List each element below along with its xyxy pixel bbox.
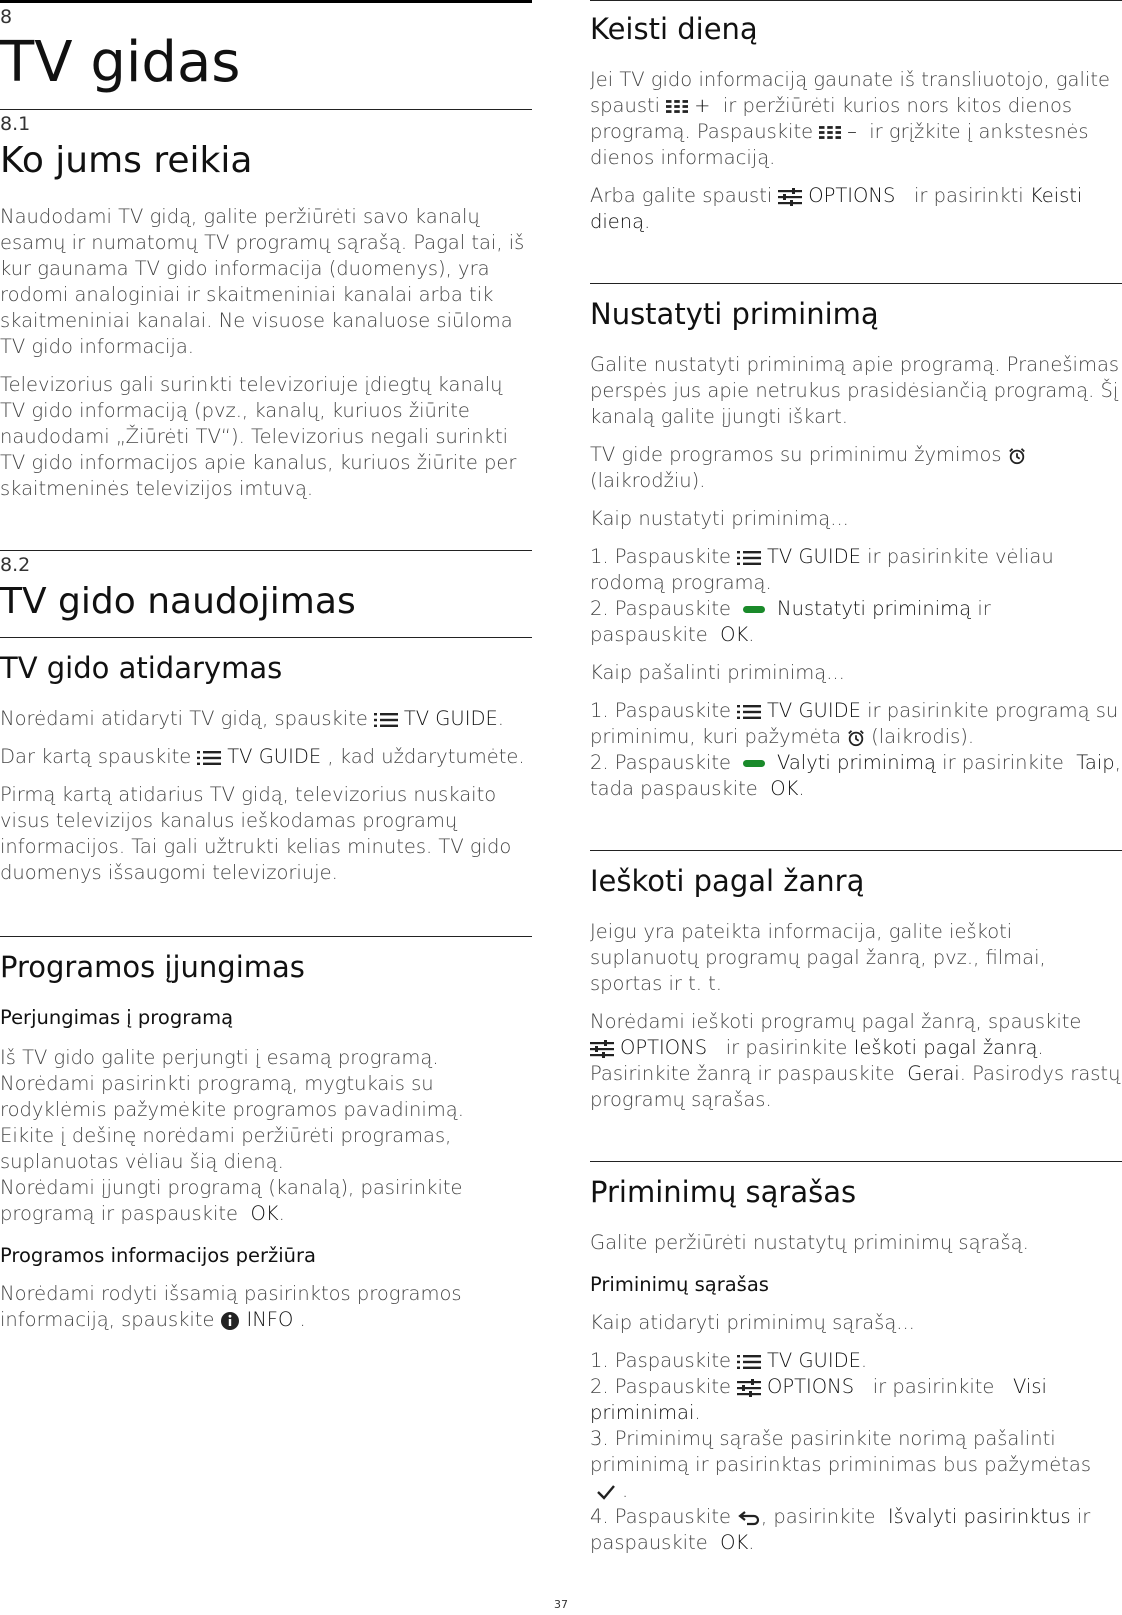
- paragraph: [0, 1045, 532, 1227]
- ui-label: Ieškoti pagal žanrą: [853, 1036, 1038, 1059]
- alarm-clock-icon: [847, 729, 865, 747]
- text: .: [1037, 1036, 1044, 1059]
- text: ir pasirinkite vėliau rodomą programą.: [590, 545, 1054, 594]
- text: 1. Paspauskite: [590, 545, 731, 568]
- paragraph: Galite nustatyti priminimą apie programą. Pranešimas perspės jus apie netrukus prasidėsiančią programą. Šį kanalą galite įjungti iškart.: [590, 353, 1120, 428]
- text: 2. Paspauskite: [590, 751, 731, 774]
- tv-guide-icon: [737, 704, 761, 720]
- subsection-title-genre: Ieškoti pagal žanrą: [590, 864, 865, 898]
- key-label: OK: [770, 777, 799, 800]
- page-number: 37: [554, 1598, 568, 1611]
- key-label: TV GUIDE: [227, 745, 322, 768]
- key-label: TV GUIDE: [767, 545, 861, 568]
- text: .: [278, 1202, 285, 1225]
- text: ir paspauskite: [590, 597, 991, 646]
- text: ir pasirinkite: [942, 751, 1064, 774]
- subsection-rule: [590, 1161, 1122, 1162]
- text: 3. Priminimų sąraše pasirinkite norimą pašalinti priminimą ir pasirinktas priminimas bus pažymėtas: [590, 1427, 1091, 1476]
- key-label: OK: [720, 1531, 749, 1554]
- key-label: –: [847, 120, 857, 143]
- paragraph: [0, 744, 532, 770]
- green-key-icon: [743, 760, 765, 767]
- subsection-rule: [590, 850, 1122, 851]
- key-label: OPTIONS: [808, 184, 896, 207]
- options-icon: [737, 1379, 761, 1397]
- chapter-number: 8: [0, 6, 13, 28]
- tv-guide-icon: [737, 550, 761, 566]
- section-title-8-2: TV gido naudojimas: [0, 581, 356, 622]
- text: Norėdami rodyti išsamią pasirinktos programos informaciją, spauskite: [0, 1282, 462, 1331]
- text: .: [694, 1401, 701, 1424]
- paragraph: Televizorius gali surinkti televizoriuje įdiegtų kanalų TV gido informaciją (pvz., kanalų, kuriuos žiūrite naudodami „Žiūrėti TV“). Televizorius negali surinkti TV gido informacijos apie kanalus, kuriuos žiūrite per skaitmeninės televizijos imtuvą.: [0, 373, 517, 500]
- section-rule: [0, 109, 532, 110]
- paragraph: [590, 1348, 1122, 1556]
- text: , tada paspauskite: [590, 751, 1121, 800]
- key-label: OPTIONS: [620, 1036, 708, 1059]
- ui-label: Valyti priminimą: [777, 751, 936, 774]
- paragraph: [0, 706, 532, 732]
- key-label: OK: [720, 623, 749, 646]
- text: ir pasirinkite: [872, 1375, 995, 1398]
- key-label: OPTIONS: [767, 1375, 855, 1398]
- subsection-rule: [590, 283, 1122, 284]
- key-label: TV GUIDE: [767, 699, 861, 722]
- subsection-rule: [590, 0, 1122, 1]
- paragraph: [590, 1009, 1122, 1113]
- key-label: INFO: [246, 1308, 294, 1331]
- subsection-title-reminder: Nustatyti priminimą: [590, 297, 879, 331]
- minor-heading: Programos informacijos peržiūra: [0, 1244, 316, 1267]
- subsection-title-open: TV gido atidarymas: [0, 651, 283, 685]
- subsection-title-switch: Programos įjungimas: [0, 950, 305, 984]
- minor-heading: Perjungimas į programą: [0, 1006, 234, 1029]
- ui-label: Taip: [1076, 751, 1115, 774]
- text: TV gide programos su priminimu žymimos: [590, 443, 1002, 466]
- text: Norėdami atidaryti TV gidą, spauskite: [0, 707, 368, 730]
- grid-icon: [666, 99, 688, 114]
- ui-label: Keisti dieną: [590, 184, 1083, 233]
- section-number-8-2: 8.2: [0, 554, 31, 576]
- key-label: +: [694, 94, 711, 117]
- text: .: [497, 707, 504, 730]
- subsection-rule: [0, 637, 532, 638]
- text: 4. Paspauskite: [590, 1505, 731, 1528]
- text: Iš TV gido galite perjungti į esamą programą.: [0, 1046, 439, 1069]
- key-label: OK: [250, 1202, 279, 1225]
- grid-icon: [819, 125, 841, 140]
- paragraph: Pirmą kartą atidarius TV gidą, televizorius nuskaito visus televizijos kanalus ieškodamas programų informacijos. Tai gali užtrukti kelias minutes. TV gido duomenys išsaugomi televizoriuje.: [0, 783, 512, 884]
- chapter-title: TV gidas: [0, 30, 241, 95]
- paragraph: Galite peržiūrėti nustatytų priminimų sąrašą.: [590, 1231, 1029, 1254]
- text: (laikrodis).: [871, 725, 975, 748]
- minor-heading: Priminimų sąrašas: [590, 1273, 769, 1296]
- text: Arba galite spausti: [590, 184, 773, 207]
- ui-label: Nustatyti priminimą: [777, 597, 972, 620]
- chapter-rule: [0, 0, 532, 3]
- green-key-icon: [743, 606, 765, 613]
- text: .: [748, 623, 755, 646]
- paragraph: Jeigu yra pateikta informacija, galite ieškoti suplanuotų programų pagal žanrą, pvz., filmai, sportas ir t. t.: [590, 920, 1046, 995]
- paragraph: [590, 544, 1122, 648]
- section-number-8-1: 8.1: [0, 113, 31, 135]
- text: ir grįžkite į ankstesnės dienos informaciją.: [590, 120, 1089, 169]
- text: 2. Paspauskite: [590, 1375, 731, 1398]
- paragraph: [590, 698, 1122, 802]
- text: ir peržiūrėti kurios nors kitos dienos programą. Paspauskite: [590, 94, 1073, 143]
- subsection-title-change-day: Keisti dieną: [590, 12, 758, 46]
- text: , pasirinkite: [761, 1505, 876, 1528]
- text: (laikrodžiu).: [590, 469, 706, 492]
- paragraph: Kaip nustatyti priminimą...: [590, 507, 849, 530]
- paragraph: Kaip pašalinti priminimą...: [590, 661, 845, 684]
- text: 2. Paspauskite: [590, 597, 731, 620]
- paragraph: Kaip atidaryti priminimų sąrašą...: [590, 1311, 915, 1334]
- options-icon: [590, 1040, 614, 1058]
- right-column: [590, 0, 1122, 1556]
- section-rule: [0, 550, 532, 551]
- text: ir pasirinkite: [725, 1036, 848, 1059]
- key-label: TV GUIDE: [767, 1349, 861, 1372]
- checkmark-icon: [596, 1484, 616, 1500]
- paragraph: [590, 442, 1122, 494]
- ui-label: Gerai: [907, 1062, 960, 1085]
- text: .: [798, 777, 805, 800]
- text: ir pasirinkite programą su priminimu, kuri pažymėta: [590, 699, 1119, 748]
- key-label: TV GUIDE: [403, 707, 498, 730]
- text: Jei TV gido informaciją gaunate iš transliuotojo, galite spausti: [590, 68, 1110, 117]
- text: .: [860, 1349, 868, 1372]
- text: .: [293, 1308, 306, 1331]
- text: ir paspauskite: [590, 1505, 1091, 1554]
- text: Eikite į dešinę norėdami peržiūrėti programas, suplanuotas vėliau šią dieną.: [0, 1124, 452, 1173]
- alarm-clock-icon: [1008, 447, 1026, 465]
- back-arrow-icon: [737, 1509, 761, 1527]
- text: .: [644, 210, 651, 233]
- text: Dar kartą spauskite: [0, 745, 192, 768]
- text: Pasirinkite žanrą ir paspauskite: [590, 1062, 895, 1085]
- left-column: [0, 0, 532, 1333]
- text: .: [748, 1531, 755, 1554]
- subsection-title-reminder-list: Priminimų sąrašas: [590, 1175, 857, 1209]
- text: ir pasirinkti: [913, 184, 1024, 207]
- text: Norėdami ieškoti programų pagal žanrą, spauskite: [590, 1010, 1082, 1033]
- section-title-8-1: Ko jums reikia: [0, 140, 253, 181]
- text: , kad uždarytumėte.: [321, 745, 525, 768]
- text: Norėdami pasirinkti programą, mygtukais su rodyklėmis pažymėkite programos pavadinimą.: [0, 1072, 464, 1121]
- tv-guide-icon: [197, 750, 221, 766]
- text: 1. Paspauskite: [590, 699, 731, 722]
- info-icon: [220, 1311, 240, 1331]
- paragraph: Naudodami TV gidą, galite peržiūrėti savo kanalų esamų ir numatomų TV programų sąrašą. Pagal tai, iš kur gaunama TV gido informacija (duomenys), yra rodomi analoginiai ir skaitmeniniai kanalai arba tik skaitmeniniai kanalai. Ne visuose kanaluose siūloma TV gido informacija.: [0, 205, 525, 358]
- options-icon: [778, 188, 802, 206]
- paragraph: [590, 183, 1122, 235]
- tv-guide-icon: [374, 712, 398, 728]
- ui-label: Išvalyti pasirinktus: [887, 1505, 1071, 1528]
- subsection-rule: [0, 936, 532, 937]
- text: .: [622, 1479, 629, 1502]
- text: . Pasirodys rastų programų sąrašas.: [590, 1062, 1121, 1111]
- text: 1. Paspauskite: [590, 1349, 731, 1372]
- tv-guide-icon: [737, 1354, 761, 1370]
- paragraph: [0, 1281, 532, 1333]
- paragraph: [590, 67, 1122, 171]
- text: Norėdami įjungti programą (kanalą), pasirinkite programą ir paspauskite: [0, 1176, 463, 1225]
- ui-label: Visi priminimai: [590, 1375, 1047, 1424]
